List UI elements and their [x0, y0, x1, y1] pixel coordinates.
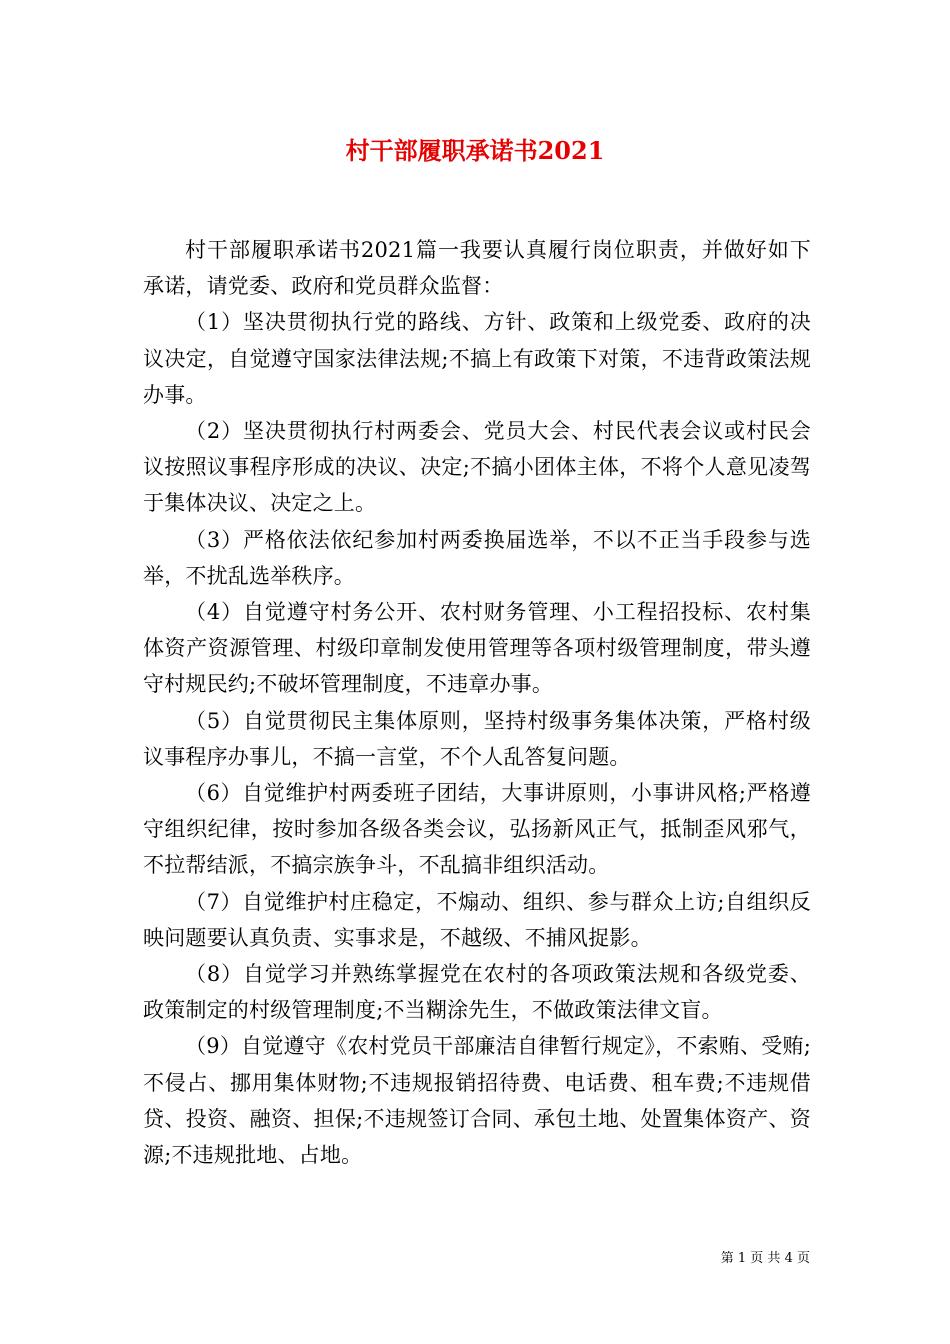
paragraph-item-2: （2）坚决贯彻执行村两委会、党员大会、村民代表会议或村民会议按照议事程序形成的决议、决定;不搞小团体主体，不将个人意见凌驾于集体决议、决定之上。	[143, 419, 811, 516]
footer-total-pages: 4	[784, 1251, 793, 1266]
document-body	[143, 232, 811, 1173]
page-number-footer	[721, 1250, 810, 1268]
paragraph-intro: 村干部履职承诺书2021篇一我要认真履行岗位职责，并做好如下承诺，请党委、政府和党员群众监督：	[143, 238, 811, 299]
footer-prefix: 第	[720, 1251, 734, 1266]
paragraph-item-5: （5）自觉贯彻民主集体原则，坚持村级事务集体决策，严格村级议事程序办事儿，不搞一言堂，不个人乱答复问题。	[143, 708, 811, 769]
footer-suffix: 页	[796, 1251, 810, 1266]
footer-middle: 页 共	[750, 1251, 781, 1266]
footer-current-page: 1	[737, 1251, 747, 1266]
paragraph-item-3: （3）严格依法依纪参加村两委换届选举，不以不正当手段参与选举，不扰乱选举秩序。	[143, 527, 811, 588]
paragraph-item-8: （8）自觉学习并熟练掌握党在农村的各项政策法规和各级党委、政策制定的村级管理制度;不当糊涂先生，不做政策法律文盲。	[143, 962, 811, 1023]
paragraph-item-1: （1）坚决贯彻执行党的路线、方针、政策和上级党委、政府的决议决定，自觉遵守国家法律法规;不搞上有政策下对策，不违背政策法规办事。	[143, 310, 811, 407]
paragraph-item-7: （7）自觉维护村庄稳定，不煽动、组织、参与群众上访;自组织反映问题要认真负责、实事求是，不越级、不捕风捉影。	[143, 889, 811, 950]
paragraph-item-9: （9）自觉遵守《农村党员干部廉洁自律暂行规定》，不索贿、受贿;不侵占、挪用集体财物;不违规报销招待费、电话费、租车费;不违规借贷、投资、融资、担保;不违规签订合同、承包土地、处置集体资产、资源;不违规批地、占地。	[143, 1034, 811, 1168]
paragraph-item-6: （6）自觉维护村两委班子团结，大事讲原则，小事讲风格;严格遵守组织纪律，按时参加各级各类会议，弘扬新风正气，抵制歪风邪气，不拉帮结派，不搞宗族争斗，不乱搞非组织活动。	[143, 781, 811, 878]
paragraph-item-4: （4）自觉遵守村务公开、农村财务管理、小工程招投标、农村集体资产资源管理、村级印章制发使用管理等各项村级管理制度，带头遵守村规民约;不破坏管理制度，不违章办事。	[143, 600, 811, 697]
page-title: 村干部履职承诺书2021	[345, 136, 605, 165]
